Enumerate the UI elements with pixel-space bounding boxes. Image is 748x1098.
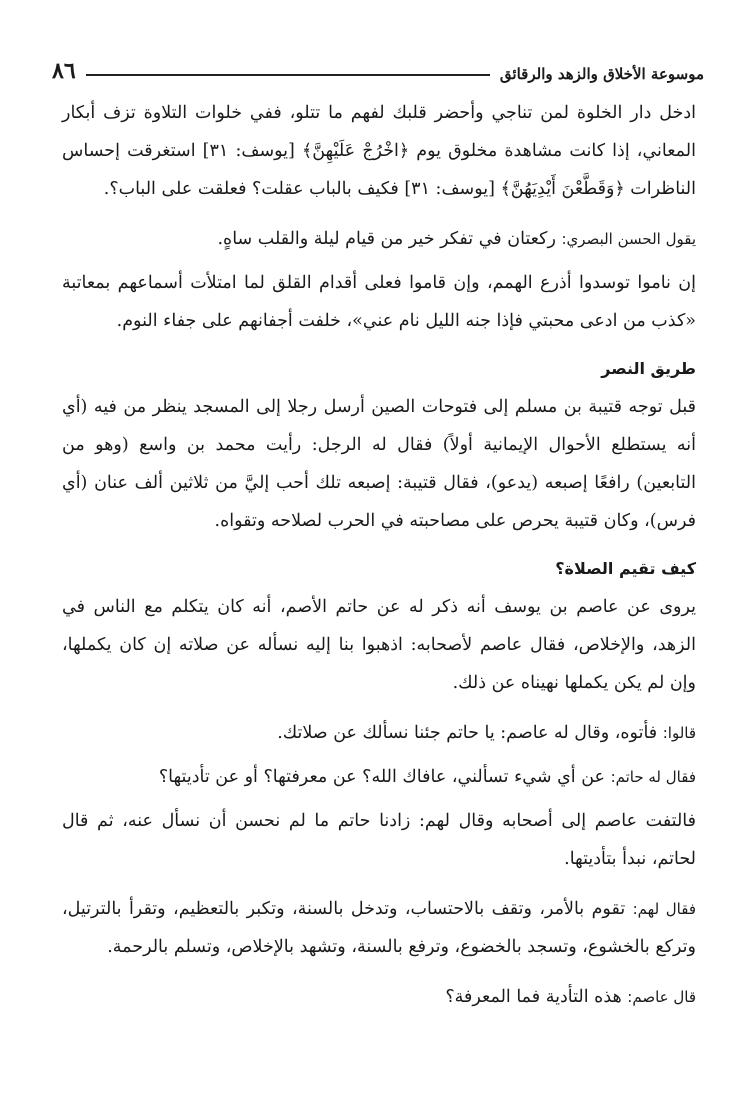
paragraph [62, 220, 696, 258]
paragraph [62, 978, 696, 1016]
page-body [62, 94, 696, 1028]
section-heading: طريق النصر [601, 359, 696, 378]
speaker-label: فقال لهم: [632, 900, 696, 918]
page-number: ٨٦ [52, 58, 76, 84]
paragraph: يروى عن عاصم بن يوسف أنه ذكر له عن حاتم الأصم، أنه كان يتكلم مع الناس في الزهد، والإخلاص، فقال عاصم لأصحابه: اذهبوا بنا إليه نسأله عن صلاته إن كان يكملها، وإن لم يكن يكملها نهيناه عن ذلك. [62, 597, 696, 693]
paragraph: ادخل دار الخلوة لمن تناجي وأحضر قلبك لفهم ما تتلو، ففي خلوات التلاوة تزف أبكار المعاني، إذا كانت مشاهدة مخلوق يوم ﴿اخْرُجْ عَلَيْهِنَّ﴾ [يوسف: ٣١] استغرقت إحساس الناظرات ﴿وَقَطَّعْنَ أَيْدِيَهُنَّ﴾ [يوسف: ٣١] فكيف بالباب عقلت؟ فعلقت على الباب؟. [62, 103, 696, 199]
paragraph-text: عن أي شيء تسألني، عافاك الله؟ عن معرفتها؟ أو عن تأديتها؟ [158, 767, 611, 787]
paragraph-text: تقوم بالأمر، وتقف بالاحتساب، وتدخل بالسنة، وتكبر بالتعظيم، وتقرأ بالترتيل، وتركع بالخشوع، وتسجد بالخضوع، وترفع بالسنة، وتشهد بالإخلاص، وتسلم بالرحمة. [62, 899, 696, 957]
paragraph [62, 890, 696, 966]
paragraph: إن ناموا توسدوا أذرع الهمم، وإن قاموا فعلى أقدام القلق لما امتلأت أسماعهم بمعاتبة «كذب من ادعى محبتي فإذا جنه الليل نام عني»، خلفت أجفانهم على جفاء النوم. [62, 273, 696, 331]
running-title: موسوعة الأخلاق والزهد والرقائق [499, 65, 704, 83]
speaker-label: يقول الحسن البصري: [561, 230, 696, 248]
page-header [52, 52, 704, 82]
paragraph-text: فأتوه، وقال له عاصم: يا حاتم جئنا نسألك عن صلاتك. [277, 723, 663, 743]
paragraph [62, 714, 696, 752]
paragraph-text: هذه التأدية فما المعرفة؟ [445, 987, 628, 1007]
speaker-label: قالوا: [662, 724, 696, 742]
paragraph: فالتفت عاصم إلى أصحابه وقال لهم: زادنا حاتم ما لم نحسن أن نسأل عنه، ثم قال لحاتم، نبدأ بتأديتها. [62, 811, 696, 869]
speaker-label: قال عاصم: [627, 988, 696, 1006]
paragraph-text: ركعتان في تفكر خير من قيام ليلة والقلب ساهٍ. [217, 229, 562, 249]
paragraph [62, 758, 696, 796]
section-heading: كيف تقيم الصلاة؟ [555, 559, 696, 578]
paragraph: قبل توجه قتيبة بن مسلم إلى فتوحات الصين أرسل رجلا إلى المسجد ينظر من فيه (أي أنه يستطلع الأحوال الإيمانية أولاً) فقال له الرجل: رأيت محمد بن واسع (وهو من التابعين) رافعًا إصبعه (يدعو)، فقال قتيبة: إصبعه تلك أحب إليَّ من ثلاثين ألف عنان (أي فرس)، وكان قتيبة يحرص على مصاحبته في الحرب لصلاحه وتقواه. [62, 397, 696, 531]
header-rule [86, 74, 490, 76]
speaker-label: فقال له حاتم: [610, 768, 696, 786]
